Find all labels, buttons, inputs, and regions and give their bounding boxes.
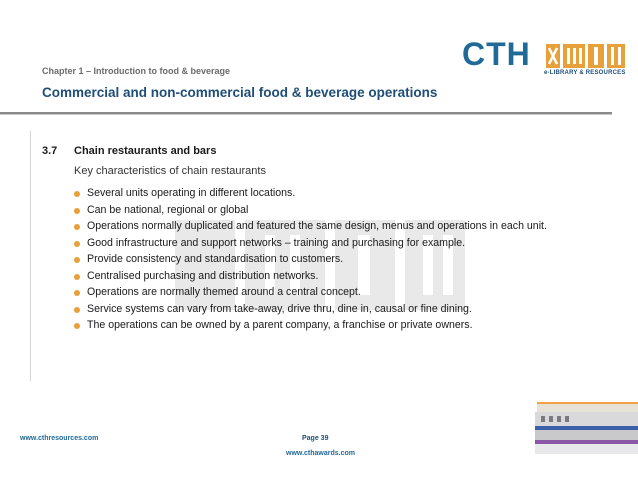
book-stack-icon xyxy=(535,398,638,458)
list-item: Operations normally duplicated and featured the same design, menus and operations in each unit. xyxy=(74,218,604,235)
cth-logo xyxy=(462,36,630,78)
bullet-icon xyxy=(74,224,80,230)
list-item: Can be national, regional or global xyxy=(74,202,604,219)
bullet-icon xyxy=(74,208,80,214)
logo-subtitle: e-LIBRARY & RESOURCES xyxy=(544,70,626,76)
section-intro: Key characteristics of chain restaurants xyxy=(74,165,266,177)
left-margin-rule xyxy=(30,131,31,381)
list-item: Provide consistency and standardisation to customers. xyxy=(74,251,604,268)
list-item: Operations are normally themed around a central concept. xyxy=(74,284,604,301)
list-item: Good infrastructure and support networks – training and purchasing for example. xyxy=(74,235,604,252)
bullet-icon xyxy=(74,274,80,280)
knife-fork-plate-icon xyxy=(546,42,626,70)
section-number: 3.7 xyxy=(42,145,58,157)
characteristics-list xyxy=(74,185,604,334)
logo-text: CTH xyxy=(462,36,531,72)
footer-awards-link[interactable]: www.cthawards.com xyxy=(286,450,355,457)
header-rule-shadow xyxy=(0,114,612,115)
page-number: Page 39 xyxy=(302,435,329,442)
bullet-icon xyxy=(74,257,80,263)
chapter-label: Chapter 1 – Introduction to food & beverage xyxy=(42,66,231,76)
list-item: Centralised purchasing and distribution networks. xyxy=(74,268,604,285)
section-title: Chain restaurants and bars xyxy=(74,145,217,157)
list-item: Several units operating in different locations. xyxy=(74,185,604,202)
bullet-icon xyxy=(74,191,80,197)
list-item: Service systems can vary from take-away, drive thru, dine in, causal or fine dining. xyxy=(74,301,604,318)
bullet-icon xyxy=(74,241,80,247)
bullet-icon xyxy=(74,323,80,329)
page-title: Commercial and non-commercial food & beverage operations xyxy=(42,85,438,100)
footer-resources-link[interactable]: www.cthresources.com xyxy=(20,435,99,442)
bullet-icon xyxy=(74,290,80,296)
bullet-icon xyxy=(74,307,80,313)
list-item: The operations can be owned by a parent company, a franchise or private owners. xyxy=(74,317,604,334)
